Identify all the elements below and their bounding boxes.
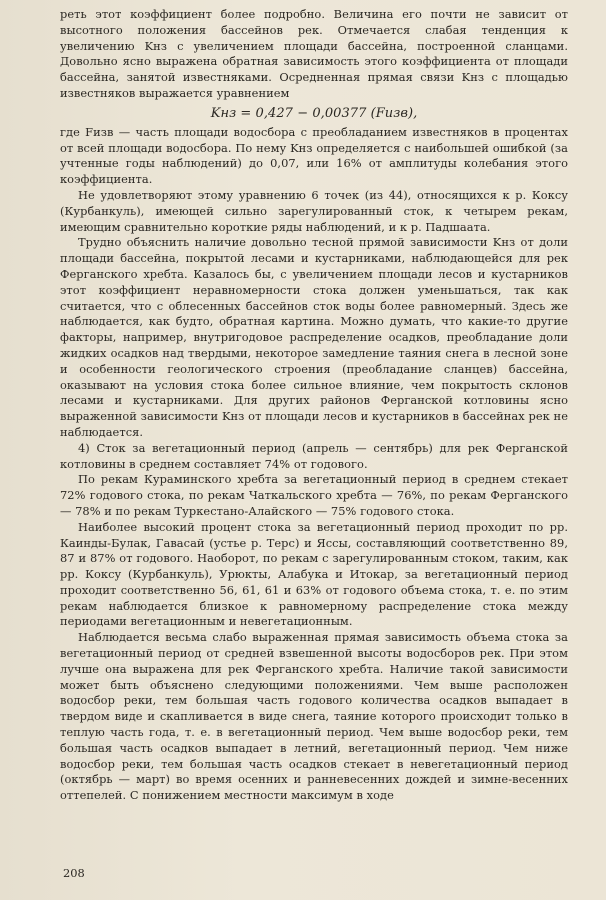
paragraph-3: Не удовлетворяют этому уравнению 6 точек (из 44), относящихся к р. Коксу (Курбанкуль), имеющей сильно зарегулированный сток, к четырем рекам, имеющим сравнительно короткие ряды наблюдений, и к р. Падшаата. <box>60 187 568 234</box>
page-number: 208 <box>63 866 85 880</box>
paragraph-1: реть этот коэффициент более подробно. Величина его почти не зависит от высотного положения бассейнов рек. Отмечается слабая тенденция к увеличению Kнз с увеличением площади бассейна, построенной сланцами. Довольно ясно выражена обратная зависимость этого коэффициента от площади бассейна, занятой известняками. Осредненная прямая связи Kнз с площадью известняков выражается уравнением <box>60 7 568 100</box>
paragraph-4: Трудно объяснить наличие довольно тесной прямой зависимости Kнз от доли площади бассейна, покрытой лесами и кустарниками, наблюдающейся для рек Ферганского хребта. Казалось бы, с увеличением площади лесов и кустарников этот коэффициент неравномерности стока должен уменьшаться, так как считается, что с облесенных бассейнов сток воды более равномерный. Здесь же наблюдается, как будто, обратная картина. Можно думать, что какие-то другие факторы, например, внутригодовое распределение осадков, преобладание доли жидких осадков над твердыми, некоторое замедление таяния снега в лесной зоне и особенности геологического строения (преобладание сланцев) бассейна, оказывают на условия стока более сильное влияние, чем покрытость склонов лесами и кустарниками. Для других районов Ферганской котловины ясно выраженной зависимости Kнз от площади лесов и кустарников в бассейнах рек не наблюдается. <box>60 235 568 439</box>
paragraph-6: По рекам Кураминского хребта за вегетационный период в среднем стекает 72% годового стока, по рекам Чаткальского хребта — 76%, по рекам Ферганского — 78% и по рекам Туркестано-Алайского — 75% годового стока. <box>60 472 568 518</box>
paragraph-2: где Fизв — часть площади водосбора с преобладанием известняков в процентах от всей площади водосбора. По нему Kнз определяется с наибольшей ошибкой (за учтенные годы наблюдений) до 0,07, или 16% от амплитуды колебания этого коэффициента. <box>60 124 568 187</box>
paragraph-7: Наиболее высокий процент стока за вегетационный период проходит по рр. Каинды-Булак, Гавасай (устье р. Терс) и Ясcы, составляющий соответственно 89, 87 и 87% от годового. Наоборот, по рекам с зарегулированным стоком, таким, как рр. Коксу (Курбанкуль), Урюкты, Алабука и Итокар, за вегетационный период проходит соответственно 56, 61, 61 и 63% от годового объема стока, т. е. по этим рекам наблюдается близкое к равномерному распределение стока между периодами вегетационным и невегетационным. <box>60 519 568 629</box>
equation: Kнз = 0,427 − 0,00377 (Fизв), <box>210 105 418 121</box>
body-text <box>60 7 568 804</box>
paragraph-5: 4) Сток за вегетационный период (апрель — сентябрь) для рек Ферганской котловины в среднем составляет 74% от годового. <box>60 440 568 471</box>
paragraph-8: Наблюдается весьма слабо выраженная прямая зависимость объема стока за вегетационный период от средней взвешенной высоты водосборов рек. При этом лучше она выражена для рек Ферганского хребта. Наличие такой зависимости может быть объяснено следующими положениями. Чем выше расположен водосбор реки, тем большая часть годового количества осадков выпадает в твердом виде и скапливается в виде снега, таяние которого происходит только в теплую часть года, т. е. в вегетационный период. Чем выше водосбор реки, тем большая часть осадков выпадает в летний, вегетационный период. Чем ниже водосбор реки, тем большая часть осадков стекает в невегетационный период (октябрь — март) во время осенних и ранневесенних дождей и зимне-весенних оттепелей. С понижением местности максимум в ходе <box>60 630 568 803</box>
